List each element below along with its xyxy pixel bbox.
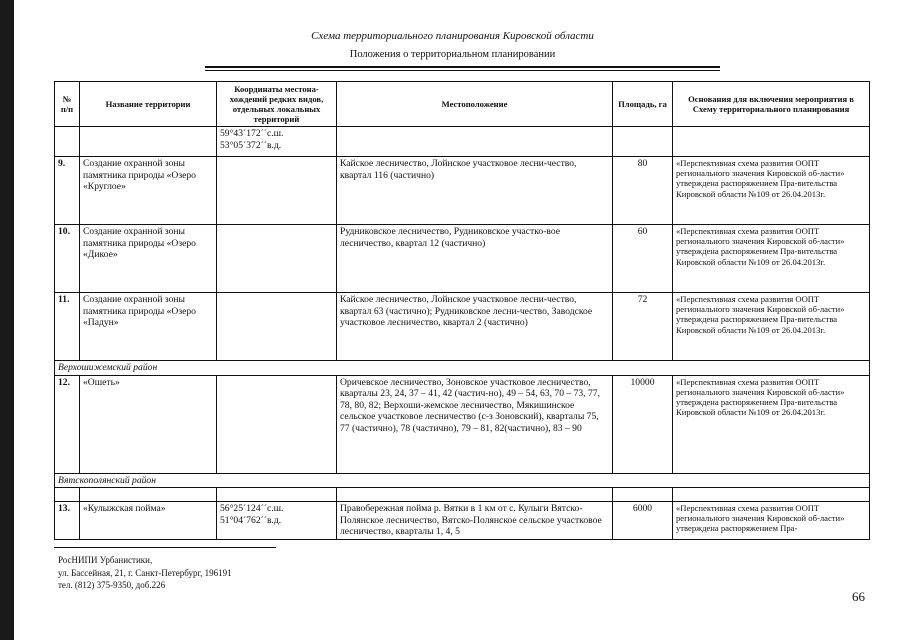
col-header-number: № п/п [55, 82, 80, 127]
cell-location: Рудниковское лесничество, Рудниковское участко-вое лесничество, квартал 12 (частично) [337, 225, 613, 293]
empty-cell [55, 488, 80, 502]
page-number: 66 [852, 589, 865, 604]
spacer-row [55, 488, 870, 502]
cell-basis: «Перспективная схема развития ООПТ регионального значения Кировской об-ласти» утверждена распоряжением Пра- [673, 502, 870, 540]
cell-name: Создание охранной зоны памятника природы «Озеро «Дикое» [80, 225, 217, 293]
territories-table [54, 81, 870, 540]
cell-location: Оричевское лесничество, Зоновское участковое лесничество, кварталы 23, 24, 37 – 41, 42 (частич-но), 49 – 54, 63, 70 – 73, 77, 78, 80, 82; Верхоши-жемское лесничество, Мякишинское сельское участковое лесничество (с-з Зоновский), кварталы 75, 77 (частично), 78 (частично), 79 – 81, 82(частично), 83 – 90 [337, 375, 613, 473]
footer-block [58, 554, 232, 592]
col-header-basis: Основания для включения мероприятия в Схему территориального планирования [673, 82, 870, 127]
cell-number: 10. [55, 225, 80, 293]
footer-address: ул. Бассейная, 21, г. Санкт-Петербург, 196191 [58, 567, 232, 578]
table-row [55, 157, 870, 225]
cell-coordinates: 56°25´124´´с.ш. 51°04´762´´в.д. [217, 502, 337, 540]
cell-name: Создание охранной зоны памятника природы «Озеро «Падун» [80, 293, 217, 361]
empty-cell [80, 488, 217, 502]
cell-location: Правобережная пойма р. Вятки в 1 км от с. Кулыги Вятско-Полянское лесничество, Вятско-Полянское сельское участковое лесничество, кварталы 1, 4, 5 [337, 502, 613, 540]
empty-cell [217, 488, 337, 502]
cell-basis: «Перспективная схема развития ООПТ регионального значения Кировской об-ласти» утверждена распоряжением Пра-вительства Кировской области №109 от 26.04.2013г. [673, 157, 870, 225]
header-rule-thick [205, 66, 720, 68]
cell-number [55, 127, 80, 157]
col-header-name: Название территории [80, 82, 217, 127]
cell-area: 60 [613, 225, 673, 293]
scan-left-edge [0, 0, 14, 640]
table-body [55, 127, 870, 540]
cell-basis: «Перспективная схема развития ООПТ регионального значения Кировской об-ласти» утверждена распоряжением Пра-вительства Кировской области №109 от 26.04.2013г. [673, 225, 870, 293]
cell-area: 6000 [613, 502, 673, 540]
cell-location: Кайское лесничество, Лойнское участковое лесни-чество, квартал 116 (частично) [337, 157, 613, 225]
district-name: Вятскополянский район [55, 473, 870, 488]
cell-coordinates [217, 157, 337, 225]
empty-cell [613, 488, 673, 502]
cell-name: «Ошеть» [80, 375, 217, 473]
cell-name: «Кулыжская пойма» [80, 502, 217, 540]
cell-location: Кайское лесничество, Лойнское участковое лесни-чество, квартал 63 (частично); Рудниковское лесни-чество, Заводское участковое лесничество, квартал 2 (частично) [337, 293, 613, 361]
cell-coordinates [217, 375, 337, 473]
cell-name [80, 127, 217, 157]
col-header-coordinates: Координаты местона-хождений редких видов, отдельных локальных территорий [217, 82, 337, 127]
cell-area [613, 127, 673, 157]
district-row [55, 361, 870, 376]
cell-number: 9. [55, 157, 80, 225]
cell-basis: «Перспективная схема развития ООПТ регионального значения Кировской об-ласти» утверждена распоряжением Пра-вительства Кировской области №109 от 26.04.2013г. [673, 375, 870, 473]
cell-number: 11. [55, 293, 80, 361]
footer-org: РосНИПИ Урбанистики, [58, 555, 153, 565]
empty-cell [673, 488, 870, 502]
cell-name: Создание охранной зоны памятника природы «Озеро «Круглое» [80, 157, 217, 225]
cell-number: 12. [55, 375, 80, 473]
table-header-row [55, 82, 870, 127]
header-rule-thin [205, 70, 720, 71]
district-row [55, 473, 870, 488]
district-name: Верхошижемский район [55, 361, 870, 376]
cell-coordinates: 59°43´172´´с.ш. 53°05´372´´в.д. [217, 127, 337, 157]
cell-coordinates [217, 225, 337, 293]
cell-area: 10000 [613, 375, 673, 473]
cell-area: 72 [613, 293, 673, 361]
footer-phone: тел. (812) 375-9350, доб.226 [58, 580, 166, 590]
continuation-row [55, 127, 870, 157]
footer-rule [54, 547, 276, 548]
cell-coordinates [217, 293, 337, 361]
document-subtitle: Положения о территориальном планировании [349, 49, 556, 60]
cell-basis [673, 127, 870, 157]
cell-number: 13. [55, 502, 80, 540]
col-header-area: Площадь, га [613, 82, 673, 127]
table-row [55, 375, 870, 473]
table-row [55, 293, 870, 361]
table-row [55, 225, 870, 293]
cell-location [337, 127, 613, 157]
cell-basis: «Перспективная схема развития ООПТ регионального значения Кировской об-ласти» утверждена распоряжением Пра-вительства Кировской области №109 от 26.04.2013г. [673, 293, 870, 361]
document-title: Схема территориального планирования Кировской области [311, 30, 594, 42]
empty-cell [337, 488, 613, 502]
cell-area: 80 [613, 157, 673, 225]
table-row [55, 502, 870, 540]
col-header-location: Местоположение [337, 82, 613, 127]
